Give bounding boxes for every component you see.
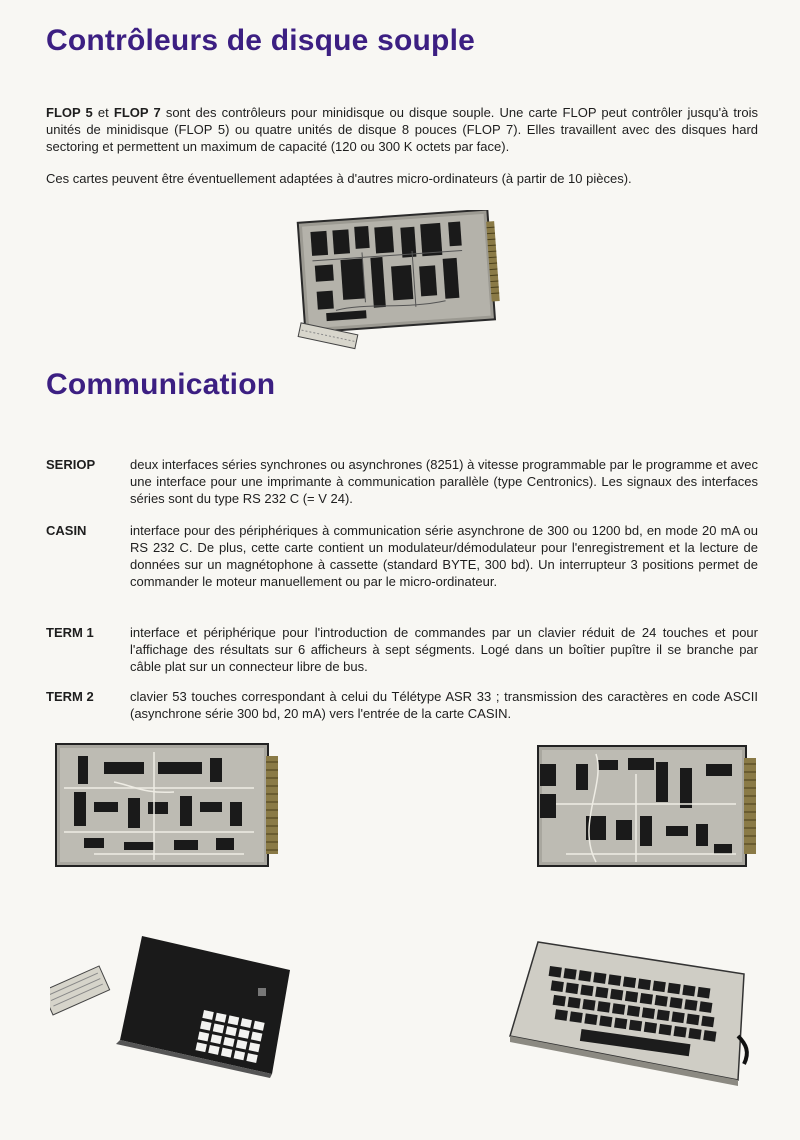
term-label: CASIN <box>46 523 87 538</box>
term-label: TERM 1 <box>46 625 94 640</box>
flop-paragraph-2: Ces cartes peuvent être éventuellement adaptées à d'autres micro-ordinateurs (à partir de 10 pièces). <box>46 171 632 186</box>
term2-keyboard-photo <box>506 940 756 1086</box>
term1-keypad-photo <box>50 932 296 1078</box>
flop5-label: FLOP 5 <box>46 105 93 120</box>
flop-paragraph-1 <box>46 104 758 155</box>
seriop-board-photo <box>54 742 282 868</box>
flop-connector: et <box>92 105 114 120</box>
casin-board-photo <box>536 744 760 868</box>
flop7-label: FLOP 7 <box>113 105 161 120</box>
term-description: interface et périphérique pour l'introduction de commandes par un clavier réduit de 24 touches et pour l'affichage des résultats sur 6 afficheurs à sept ségments. Logé dans un boîtier pupître il se branche par câble plat sur un connecteur libre de bus. <box>130 625 758 674</box>
section-title-communication: Communication <box>46 368 276 401</box>
term-label: TERM 2 <box>46 689 94 704</box>
term-description: interface pour des périphériques à communication série asynchrone de 300 ou 1200 bd, en mode 20 mA ou RS 232 C. De plus, cette carte contient un modulateur/démodulateur pour l'enregistrement et la lecture de données sur un magnétophone à cassette (standard BYTE, 300 bd). Un interrupteur 3 positions permet de commander le moteur manuellement ou par le micro-ordinateur. <box>130 523 758 589</box>
section-title-flop: Contrôleurs de disque souple <box>46 24 475 57</box>
term-description: clavier 53 touches correspondant à celui du Télétype ASR 33 ; transmission des caractères en code ASCII (asynchrone série 300 bd, 20 mA) vers l'entrée de la carte CASIN. <box>130 689 758 721</box>
term-description: deux interfaces séries synchrones ou asynchrones (8251) à vitesse programmable par le programme et avec une interface pour une imprimante à communication parallèle (type Centronics). Les signaux des interfaces séries sont du type RS 232 C (= V 24). <box>130 457 758 506</box>
flop-board-photo <box>294 210 502 362</box>
term-label: SERIOP <box>46 457 96 472</box>
flop-description: sont des contrôleurs pour minidisque ou disque souple. Une carte FLOP peut contrôler jusqu'à trois unités de minidisque (FLOP 5) ou quatre unités de disque 8 pouces (FLOP 7). Elles travaillent avec des disques hard sectoring et permettent un maximum de capacité (120 ou 300 K octets par face). <box>46 105 758 154</box>
